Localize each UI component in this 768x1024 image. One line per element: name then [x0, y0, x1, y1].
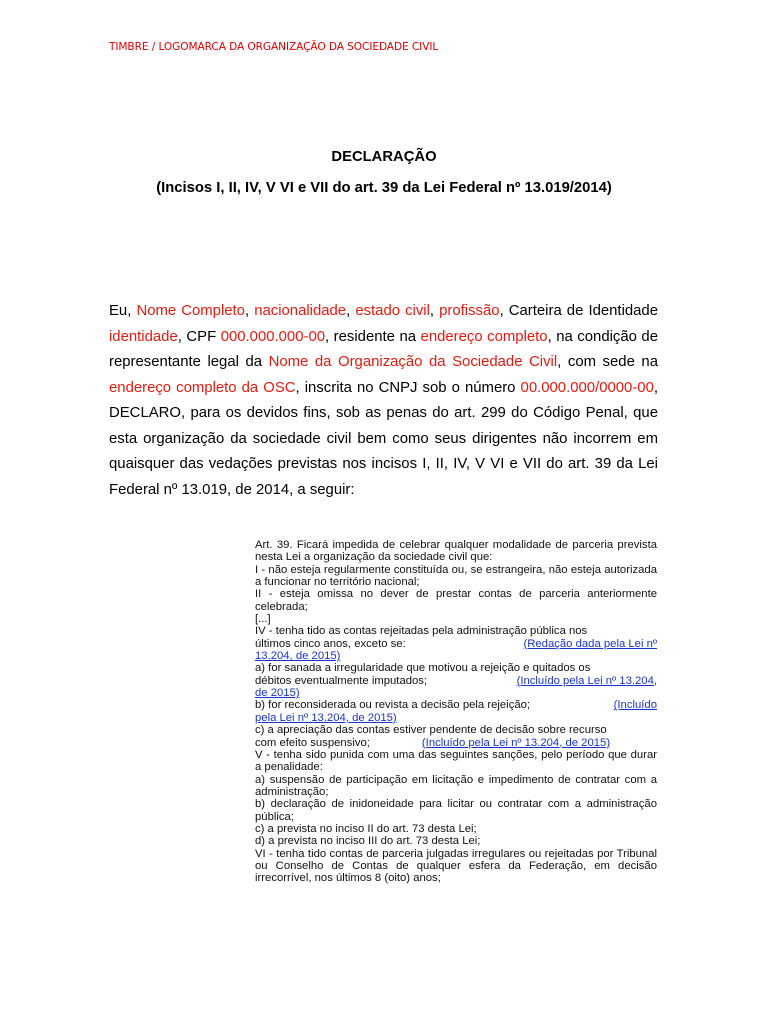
body-text: , na condição de representante legal da	[109, 328, 658, 370]
declaration-paragraph	[109, 299, 658, 503]
body-text: Eu,	[109, 303, 137, 319]
field-full-name: Nome Completo	[136, 303, 245, 319]
field-organization-name: Nome da Organização da Sociedade Civil	[268, 354, 558, 370]
field-profession: profissão	[439, 303, 500, 319]
body-text: , com sede na	[557, 354, 658, 370]
body-text: ,	[346, 303, 356, 319]
item-v-b: b) declaração de inidoneidade para licitar ou contratar com a administração pública;	[255, 798, 657, 823]
amendment-link[interactable]: 13.204, de 2015)	[255, 650, 341, 663]
inclusion-link[interactable]: (Incluído pela Lei nº 13.204, de 2015)	[421, 736, 611, 749]
item-v-a: a) suspensão de participação em licitação e impedimento de contratar com a administração;	[255, 773, 657, 798]
item-v-c: c) a prevista no inciso II do art. 73 desta Lei;	[255, 822, 477, 835]
law-excerpt	[255, 539, 657, 885]
item-iv-text: últimos cinco anos, exceto se:	[255, 637, 406, 650]
inclusion-link[interactable]: (Incluído pela Lei nº 13.204,	[516, 674, 657, 687]
item-vi: VI - tenha tido contas de parceria julgadas irregulares ou rejeitadas por Tribunal ou Conselho de Contas de qualquer esfera da Federação, em decisão irrecorrível, nos últimos 8 (oito) anos;	[255, 847, 657, 885]
item-iv-a: a) for sanada a irregularidade que motivou a rejeição e quitados os	[255, 662, 591, 675]
item-iv-a-line2	[255, 675, 657, 687]
item-iv-c-text: com efeito suspensivo;	[255, 736, 370, 749]
inclusion-link[interactable]: (Incluído	[613, 699, 657, 712]
body-text: ,	[244, 303, 255, 319]
body-text: , DECLARO, para os devidos fins, sob as penas do art. 299 do Código Penal, que esta organização da sociedade civil bem como seus dirigentes não incorrem em quaisquer das vedações previstas nos incisos I, II, IV, V VI e VII do art. 39 da Lei Federal nº 13.019, de 2014, a seguir:	[109, 379, 658, 498]
field-address: endereço completo	[420, 328, 548, 345]
inclusion-link[interactable]: pela Lei nº 13.204, de 2015)	[255, 711, 397, 724]
item-iv-a-text: débitos eventualmente imputados;	[255, 674, 428, 687]
item-ii: II - esteja omissa no dever de prestar contas de parceria anteriormente celebrada;	[255, 588, 657, 613]
field-marital-status: estado civil	[355, 303, 430, 319]
body-text: ,	[429, 303, 440, 319]
body-text: , inscrita no CNPJ sob o número	[295, 379, 521, 396]
item-iv-a-line3	[255, 687, 657, 699]
letterhead-placeholder: TIMBRE / LOGOMARCA DA ORGANIZAÇÃO DA SOCIEDADE CIVIL	[109, 41, 439, 53]
document-title: DECLARAÇÃO	[331, 149, 437, 165]
article-caput: Art. 39. Ficará impedida de celebrar qualquer modalidade de parceria prevista nesta Lei a organização da sociedade civil que:	[255, 539, 657, 564]
item-i: I - não esteja regularmente constituída ou, se estrangeira, não esteja autorizada a funcionar no território nacional;	[255, 563, 657, 589]
field-nationality: nacionalidade	[254, 303, 347, 319]
inclusion-link[interactable]: de 2015)	[255, 687, 300, 700]
item-iv-b	[255, 699, 657, 711]
item-iv-line3	[255, 650, 657, 662]
item-iv-line2	[255, 638, 657, 650]
field-cpf: 000.000.000-00	[220, 328, 326, 345]
item-iv-b-text: b) for reconsiderada ou revista a decisão pela rejeição;	[255, 699, 531, 712]
body-text: , Carteira de Identidade	[499, 303, 658, 319]
item-v: V - tenha sido punida com uma das seguintes sanções, pelo período que durar a penalidade:	[255, 748, 657, 774]
field-cnpj: 00.000.000/0000-00	[520, 379, 654, 396]
amendment-link[interactable]: (Redação dada pela Lei nº	[523, 637, 657, 650]
body-text: , CPF	[177, 328, 221, 345]
item-iv-b-line2	[255, 712, 657, 724]
ellipsis: [...]	[255, 613, 271, 626]
field-osc-address: endereço completo da OSC	[109, 379, 296, 396]
field-identity: identidade	[109, 328, 178, 345]
item-v-d: d) a prevista no inciso III do art. 73 desta Lei;	[255, 835, 481, 848]
item-iv-c: c) a apreciação das contas estiver pendente de decisão sobre recurso	[255, 724, 607, 737]
body-text: , residente na	[325, 328, 421, 345]
item-iv-c-line2	[255, 737, 657, 749]
document-subtitle: (Incisos I, II, IV, V VI e VII do art. 39 da Lei Federal nº 13.019/2014)	[156, 180, 612, 196]
item-iv: IV - tenha tido as contas rejeitadas pela administração pública nos	[255, 625, 588, 638]
